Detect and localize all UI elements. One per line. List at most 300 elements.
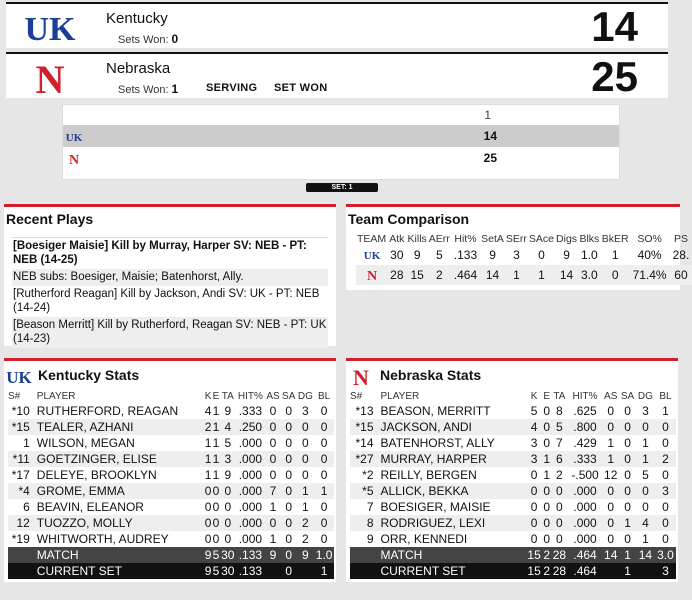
stats-cell xyxy=(8,547,33,563)
stats-cell: 0 xyxy=(636,483,655,499)
stats-cell: .000 xyxy=(573,499,597,514)
stats-cell: .000 xyxy=(238,531,263,546)
comparison-cell: 0 xyxy=(538,248,545,262)
stats-cell: .333 xyxy=(568,451,603,467)
recent-plays-title: Recent Plays xyxy=(6,211,94,227)
stats-cell: 0 xyxy=(285,435,293,450)
comparison-cell: 60 xyxy=(670,265,692,285)
stats-cell: 0 xyxy=(314,515,334,531)
play-item: [Rutherford Reagan] Kill by Jackson, Andi SV: UK - PT: NEB (14-24) xyxy=(13,288,320,314)
nebraska-n-logo-icon xyxy=(26,57,74,102)
stats-cell: .429 xyxy=(573,435,597,450)
score-kentucky: 14 xyxy=(591,3,638,50)
stats-cell xyxy=(350,547,377,563)
stats-cell: *10 xyxy=(11,403,30,418)
stats-cell: 7 xyxy=(556,435,563,450)
comparison-col-header: Atk xyxy=(389,233,405,245)
stats-cell: 1 xyxy=(212,403,220,418)
stats-cell: 0 xyxy=(212,483,220,498)
player-row[interactable] xyxy=(350,483,676,499)
comparison-cell: 3 xyxy=(513,248,520,262)
stats-cell: *19 xyxy=(11,531,30,546)
stats-cell: 15 xyxy=(527,547,541,562)
stats-cell: ORR, KENNEDI xyxy=(380,531,468,546)
stats-cell: .000 xyxy=(238,435,263,450)
stats-cell: 1 xyxy=(297,483,315,499)
stats-cell: 0 xyxy=(281,547,297,563)
stats-cell: 12 xyxy=(8,515,33,531)
nebraska-stats-panel xyxy=(346,358,678,582)
nebraska-n-logo-icon xyxy=(67,151,81,168)
stats-col-header: SA xyxy=(620,390,635,402)
player-row[interactable] xyxy=(350,531,676,547)
stats-cell: 5 xyxy=(551,419,568,435)
stats-cell: *13 xyxy=(355,403,374,418)
stats-cell: 0 xyxy=(265,419,281,435)
stats-cell: TUOZZO, MOLLY xyxy=(33,515,204,531)
stats-col-header: E xyxy=(212,390,220,402)
stats-cell: 0 xyxy=(212,499,220,514)
stats-cell: 1 xyxy=(642,435,649,450)
stats-cell: 0 xyxy=(269,403,277,418)
player-row[interactable] xyxy=(8,515,334,531)
stats-cell: 3 xyxy=(302,403,309,418)
stats-cell: 0 xyxy=(543,515,551,530)
stats-cell: CURRENT SET xyxy=(33,563,204,579)
comparison-cell: 9 xyxy=(413,248,421,262)
stats-col-header: S# xyxy=(8,390,21,402)
set1-score-kentucky: 14 xyxy=(483,129,497,143)
stats-cell: 0 xyxy=(543,499,551,514)
stats-cell: 0 xyxy=(607,499,615,514)
player-row[interactable] xyxy=(350,403,676,419)
stats-cell: 3 xyxy=(655,563,676,579)
stats-cell: 0 xyxy=(526,483,543,499)
svg-text:UK: UK xyxy=(6,368,32,387)
stats-cell: 6 xyxy=(23,499,30,514)
stats-cell: 0 xyxy=(607,531,615,546)
stats-cell: 1 xyxy=(204,467,212,482)
stats-cell: 15 xyxy=(527,563,541,578)
comparison-cell: 14 xyxy=(555,265,578,285)
match-total-row xyxy=(350,547,676,563)
stats-cell: 0 xyxy=(662,499,669,514)
stats-cell: 0 xyxy=(269,467,277,482)
team-name-nebraska: Nebraska xyxy=(106,60,171,77)
stats-cell: 8 xyxy=(556,403,563,418)
player-row[interactable] xyxy=(350,419,676,435)
nebraska-n-logo-icon xyxy=(365,267,379,284)
stats-cell: 3 xyxy=(530,435,538,450)
stats-cell: .133 xyxy=(236,563,265,579)
svg-text:N: N xyxy=(353,365,369,390)
player-row[interactable] xyxy=(8,419,334,435)
stats-cell: 0 xyxy=(655,419,676,435)
stats-cell xyxy=(297,563,315,579)
stats-cell: 7 xyxy=(265,483,281,499)
stats-cell: 1 xyxy=(543,451,551,466)
stats-cell: 0 xyxy=(204,531,212,546)
stats-cell: 1 xyxy=(269,531,277,546)
stats-cell: 1 xyxy=(642,531,649,546)
comparison-cell: 28. xyxy=(672,248,690,262)
stats-cell: .000 xyxy=(236,451,265,467)
stats-cell xyxy=(350,563,377,579)
stats-col-header: HIT% xyxy=(237,390,263,402)
stats-cell: *27 xyxy=(350,451,377,467)
stats-cell: WHITWORTH, AUDREY xyxy=(36,531,169,546)
stats-cell: 0 xyxy=(543,403,551,418)
uk-logo-icon xyxy=(365,247,379,261)
stats-cell: MURRAY, HARPER xyxy=(377,451,526,467)
comparison-cell: 28 xyxy=(387,265,406,285)
stats-cell: *14 xyxy=(355,435,374,450)
stats-cell: 4 xyxy=(526,419,543,435)
set-won-indicator: SET WON xyxy=(274,82,328,94)
stats-cell: 14 xyxy=(604,547,618,562)
stats-cell: 1 xyxy=(269,499,277,514)
stats-cell: *17 xyxy=(11,467,30,482)
stats-cell: 30 xyxy=(221,547,235,562)
stats-cell: 2 xyxy=(556,467,563,482)
stats-cell: 2 xyxy=(204,419,212,434)
stats-cell: 4 xyxy=(220,419,236,435)
stats-cell: 0 xyxy=(297,451,315,467)
stats-cell: 5 xyxy=(642,467,649,482)
stats-cell: 28 xyxy=(552,563,567,578)
team-comparison-title: Team Comparison xyxy=(348,211,470,227)
stats-cell: BEASON, MERRITT xyxy=(380,403,491,418)
set1-score-nebraska: 25 xyxy=(483,151,497,165)
stats-col-header: TA xyxy=(221,390,234,402)
stats-cell: 8 xyxy=(350,515,377,531)
stats-cell: 9 xyxy=(265,547,281,563)
stats-cell xyxy=(602,563,619,579)
player-row[interactable] xyxy=(350,467,676,483)
kentucky-stats-panel xyxy=(4,358,336,582)
stats-cell: 0 xyxy=(602,515,619,531)
comparison-col-header: SAce xyxy=(528,233,555,245)
stats-col-header: E xyxy=(543,390,551,402)
stats-cell: 0 xyxy=(281,419,297,435)
stats-cell: 0 xyxy=(265,451,281,467)
stats-cell: 0 xyxy=(642,499,649,514)
stats-cell: 5 xyxy=(530,403,538,418)
stats-cell: 0 xyxy=(530,531,538,546)
stats-cell: 9 xyxy=(204,563,212,578)
set-row-kentucky xyxy=(63,125,619,147)
stats-cell: 1 xyxy=(314,483,334,499)
stats-cell: 2 xyxy=(297,515,315,531)
stats-cell: 0 xyxy=(220,515,236,531)
stats-cell: 9 xyxy=(297,547,315,563)
stats-cell: 4 xyxy=(636,515,655,531)
comparison-col-header: Digs xyxy=(556,233,578,245)
stats-cell: REILLY, BERGEN xyxy=(380,467,477,482)
stats-cell: 2 xyxy=(302,531,309,546)
stats-cell: .000 xyxy=(568,483,603,499)
stats-cell: 0 xyxy=(320,531,328,546)
comparison-col-header: SErr xyxy=(505,233,527,245)
stats-cell: 0 xyxy=(602,483,619,499)
stats-cell: 9 xyxy=(204,547,212,562)
stats-col-header: SA xyxy=(282,390,296,402)
stats-cell: 0 xyxy=(297,419,315,435)
stats-cell: 0 xyxy=(602,419,619,435)
comparison-cell: 2 xyxy=(428,265,451,285)
player-row[interactable] xyxy=(350,499,676,515)
comparison-cell: 40% xyxy=(637,248,662,262)
stats-cell: 0 xyxy=(224,531,232,546)
stats-cell: 0 xyxy=(556,531,563,546)
stats-cell: 0 xyxy=(224,499,232,514)
stats-cell: .000 xyxy=(573,531,597,546)
stats-cell: 1 xyxy=(619,515,636,531)
stats-cell: 3 xyxy=(655,483,676,499)
stats-cell: 9 xyxy=(224,403,232,418)
stats-cell: *4 xyxy=(8,483,33,499)
stats-cell: MATCH xyxy=(377,547,526,563)
play-item: [Beason Merritt] Kill by Rutherford, Reagan SV: NEB - PT: UK (14-23) xyxy=(12,317,328,348)
stats-cell: *15 xyxy=(350,419,377,435)
team-comparison-panel xyxy=(346,204,690,290)
play-item: [Boesiger Maisie] Kill by Murray, Harper SV: NEB - PT: NEB (14-25) xyxy=(12,237,328,269)
stats-cell: BATENHORST, ALLY xyxy=(380,435,495,450)
stats-cell: .133 xyxy=(236,547,265,563)
player-row[interactable] xyxy=(8,435,334,451)
player-row[interactable] xyxy=(350,435,676,451)
comparison-cell: 30 xyxy=(390,248,404,262)
recent-plays-panel xyxy=(4,204,336,346)
stats-cell: 0 xyxy=(212,515,220,530)
stats-cell: 0 xyxy=(636,419,655,435)
stats-cell: 0 xyxy=(662,467,669,482)
comparison-cell: 1 xyxy=(611,248,619,262)
comparison-cell: 1 xyxy=(505,265,528,285)
stats-cell: 1 xyxy=(204,435,212,450)
stats-cell: 28 xyxy=(552,547,567,562)
stats-cell: *5 xyxy=(350,483,377,499)
stats-cell: 0 xyxy=(314,451,334,467)
comparison-col-header: TEAM xyxy=(357,233,387,245)
stats-cell: RUTHERFORD, REAGAN xyxy=(36,403,179,418)
stats-cell: 1 xyxy=(543,467,551,482)
comparison-cell: 15 xyxy=(407,265,428,285)
stats-cell: RODRIGUEZ, LEXI xyxy=(377,515,526,531)
stats-col-header: BL xyxy=(318,390,331,402)
player-row[interactable] xyxy=(8,467,334,483)
player-row[interactable] xyxy=(8,483,334,499)
stats-cell: 0 xyxy=(662,531,669,546)
sets-won-nebraska: Sets Won: 1 xyxy=(118,82,179,96)
stats-cell: 0 xyxy=(314,419,334,435)
stats-cell: .000 xyxy=(236,515,265,531)
stats-cell: 0 xyxy=(551,483,568,499)
stats-cell: ALLICK, BEKKA xyxy=(377,483,526,499)
set-badge[interactable]: SET: 1 xyxy=(306,183,378,192)
svg-text:N: N xyxy=(366,268,377,284)
stats-cell: 30 xyxy=(221,563,235,578)
stats-cell: 0 xyxy=(624,403,631,418)
stats-cell: 0 xyxy=(543,419,551,434)
stats-cell: GROME, EMMA xyxy=(33,483,204,499)
set-header: 1 xyxy=(484,108,491,122)
scoreboard-row-nebraska xyxy=(6,52,668,102)
stats-col-header: TA xyxy=(553,390,566,402)
stats-cell: 1 xyxy=(23,435,30,450)
stats-cell: 0 xyxy=(285,499,293,514)
stats-header-row xyxy=(350,389,676,403)
comparison-cell: 71.4% xyxy=(630,265,670,285)
stats-col-header: DG xyxy=(637,390,653,402)
svg-text:UK: UK xyxy=(363,249,380,262)
stats-cell: 0 xyxy=(281,515,297,531)
stats-cell: 1 xyxy=(212,451,220,466)
stats-cell: BEAVIN, ELEANOR xyxy=(36,499,144,514)
stats-cell: 0 xyxy=(320,467,328,482)
stats-cell: 0 xyxy=(281,451,297,467)
stats-cell: 0 xyxy=(204,483,212,498)
player-row[interactable] xyxy=(8,499,334,515)
stats-cell: 0 xyxy=(285,403,293,418)
stats-cell: 3 xyxy=(220,451,236,467)
comparison-col-header: SetA xyxy=(481,233,504,245)
svg-text:UK: UK xyxy=(24,11,76,48)
stats-col-header: DG xyxy=(297,390,313,402)
match-total-row xyxy=(8,547,334,563)
stats-cell: 0 xyxy=(269,435,277,450)
scoreboard-row-kentucky xyxy=(6,2,668,48)
comparison-cell: .133 xyxy=(453,248,478,262)
player-row[interactable] xyxy=(350,515,676,531)
kentucky-stats-table xyxy=(8,389,334,579)
stats-cell: 0 xyxy=(655,515,676,531)
nebraska-stats-title: Nebraska Stats xyxy=(380,367,482,383)
stats-col-header: HIT% xyxy=(572,390,598,402)
comparison-cell: 0 xyxy=(601,265,630,285)
stats-cell: .464 xyxy=(568,547,603,563)
stats-cell: .800 xyxy=(568,419,603,435)
svg-text:N: N xyxy=(68,153,80,168)
stats-cell: 6 xyxy=(551,451,568,467)
stats-col-header: PLAYER xyxy=(380,390,420,402)
stats-cell: 0 xyxy=(619,419,636,435)
stats-cell: 3 xyxy=(642,403,649,418)
stats-cell: 0 xyxy=(204,515,212,530)
comparison-cell: 1.0 xyxy=(581,248,598,262)
team-comparison-table xyxy=(356,233,692,285)
stats-col-header: S# xyxy=(350,390,363,402)
uk-logo-icon xyxy=(67,129,81,143)
serving-indicator: SERVING xyxy=(206,82,258,94)
stats-cell: .000 xyxy=(238,467,263,482)
stats-cell: 0 xyxy=(619,451,636,467)
stats-cell: 0 xyxy=(302,467,309,482)
nebraska-n-logo-icon xyxy=(350,365,372,390)
stats-cell: 1 xyxy=(619,563,636,579)
comparison-col-header: AErr xyxy=(428,233,450,245)
stats-cell: .250 xyxy=(236,419,265,435)
play-item: NEB subs: Boesiger, Maisie; Batenhorst, Ally. xyxy=(12,269,328,286)
stats-cell: 0 xyxy=(556,499,563,514)
stats-cell xyxy=(8,563,33,579)
stats-cell: GOETZINGER, ELISE xyxy=(33,451,204,467)
stats-cell: 0 xyxy=(285,531,293,546)
player-row[interactable] xyxy=(350,451,676,467)
stats-cell: 1 xyxy=(204,451,212,466)
svg-text:N: N xyxy=(35,57,65,102)
stats-cell: *11 xyxy=(8,451,33,467)
comparison-col-header: PS xyxy=(673,233,688,245)
player-row[interactable] xyxy=(8,451,334,467)
comparison-col-header: SO% xyxy=(637,233,662,245)
stats-cell: TEALER, AZHANI xyxy=(33,419,204,435)
stats-cell xyxy=(265,563,281,579)
stats-cell: 1 xyxy=(607,435,615,450)
stats-cell: 3.0 xyxy=(655,547,676,563)
comparison-col-header: BkER xyxy=(601,233,629,245)
stats-col-header: BL xyxy=(659,390,672,402)
stats-cell: 9 xyxy=(224,467,232,482)
comparison-cell: 9 xyxy=(489,248,496,262)
stats-cell: 1 xyxy=(314,563,334,579)
stats-cell: 0 xyxy=(212,531,220,546)
stats-cell: *15 xyxy=(8,419,33,435)
stats-cell: 1 xyxy=(636,451,655,467)
stats-cell: 0 xyxy=(543,435,551,450)
player-row[interactable] xyxy=(8,531,334,547)
stats-cell: 0 xyxy=(543,531,551,546)
stats-cell: 0 xyxy=(543,483,551,498)
stats-cell xyxy=(636,563,655,579)
stats-cell: 1 xyxy=(212,419,220,434)
stats-cell: 0 xyxy=(624,467,631,482)
stats-cell: 1 xyxy=(212,467,220,482)
stats-cell: .464 xyxy=(568,563,603,579)
stats-cell: 7 xyxy=(366,499,374,514)
stats-cell: 0 xyxy=(624,499,631,514)
stats-cell: WILSON, MEGAN xyxy=(36,435,135,450)
stats-cell: 0 xyxy=(285,467,293,482)
comparison-col-header: Blks xyxy=(579,233,600,245)
uk-logo-icon xyxy=(26,8,74,46)
stats-cell: .625 xyxy=(573,403,597,418)
comparison-cell: 3.0 xyxy=(578,265,601,285)
stats-cell: *2 xyxy=(362,467,374,482)
stats-cell: JACKSON, ANDI xyxy=(377,419,526,435)
comparison-cell: .464 xyxy=(451,265,480,285)
comparison-cell: 14 xyxy=(480,265,505,285)
stats-cell: 0 xyxy=(302,435,309,450)
stats-cell: 0 xyxy=(624,435,631,450)
stats-cell: 2 xyxy=(655,451,676,467)
stats-cell: 0 xyxy=(526,515,543,531)
stats-cell: 2 xyxy=(543,563,551,578)
stats-cell: 1 xyxy=(302,499,309,514)
stats-cell: 0 xyxy=(320,403,328,418)
current-set-total-row xyxy=(8,563,334,579)
comparison-col-header: Hit% xyxy=(454,233,477,245)
player-row[interactable] xyxy=(8,403,334,419)
stats-cell: 0 xyxy=(265,515,281,531)
stats-cell: 14 xyxy=(636,547,655,563)
stats-col-header: K xyxy=(204,390,212,402)
stats-cell: 0 xyxy=(619,483,636,499)
team-name-kentucky: Kentucky xyxy=(106,10,168,27)
stats-cell: BOESIGER, MAISIE xyxy=(380,499,491,514)
stats-cell: 5 xyxy=(212,547,220,562)
stats-cell: 0 xyxy=(320,435,328,450)
